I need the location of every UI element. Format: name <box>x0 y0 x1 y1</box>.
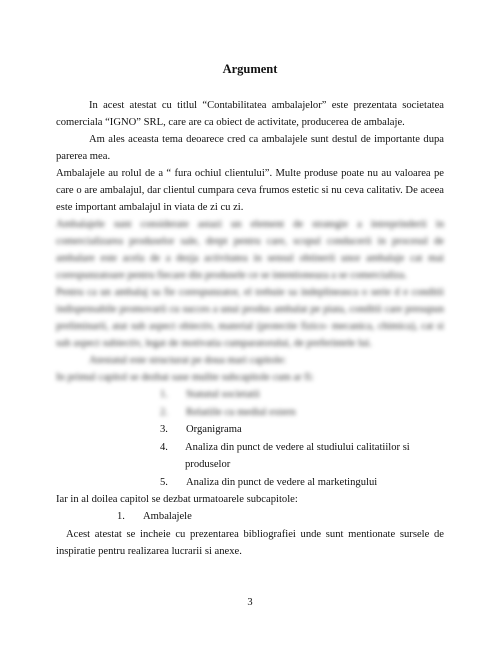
list-item: 2. Relatiile cu mediul extern <box>160 406 296 418</box>
first-chapter-list <box>56 386 444 491</box>
paragraph-blurred-conditions: Pentru ca un ambalaj sa fie corespunzator, el trebuie sa indeplineasca o serie d e conditii indispensabile promovarii cu succes a unui produs ambalat pe piata, conditii care presupun preliminarii, atat sub aspect obiectiv, material (protectie fizico- mecanica, chimica), cat si sub aspect subiectiv, legat de motivatia cumparatorului, de preferintele lui. <box>56 287 444 349</box>
paragraph-blurred-strategy: Ambalajele sunt considerate astazi un element de strategie a intreprinderii in comercializarea produselor sale, drept pentru care, scopul conducerii in procesul de ambalare este acela de a dezja activitatea in sensul obtinerii unor ambalaje cat mai corespunzatoare pentru fiecare din produsele ce se intentioneaza a se comercializa. <box>56 219 444 281</box>
list-item: 4. Analiza din punct de vedere al studiului calitatiilor si produselor <box>160 441 410 470</box>
paragraph-second-chapter: Iar in al doilea capitol se dezbat urmatoarele subcapitole: <box>56 494 298 505</box>
list-item: 1. Ambalajele <box>117 511 192 522</box>
paragraph-blurred-structure: Atestatul este structurat pe doua mari capitole: <box>89 355 287 366</box>
second-chapter-list <box>56 508 444 526</box>
list-item: 1. Statutul societatii <box>160 389 260 400</box>
list-item: 5. Analiza din punct de vedere al marketingului <box>160 476 378 488</box>
paragraph-intro: In acest atestat cu titlul “Contabilitatea ambalajelor” este prezentata societatea comerciala “IGNO” SRL, care are ca obiect de activitate, producerea de ambalaje. <box>56 100 444 128</box>
list-item: 3. Organigrama <box>160 424 242 435</box>
paragraph-reason: Am ales aceasta tema deoarece cred ca ambalajele sunt destul de importante dupa parerea mea. <box>56 134 444 162</box>
paragraph-blurred-first-chapter: In primul capitol se dezbat sase mulite subcapitole cum ar fi: <box>56 372 314 383</box>
page-title: Argument <box>222 62 278 76</box>
paragraph-packaging-role: Ambalajele au rolul de a “ fura ochiul clientului”. Multe produse poate nu au valoarea pe care o are ambalajul, dar clientul cumpara ceva frumos estetic si nu ceva calitativ. De aceea este important ambalajul in viata de zi cu zi. <box>56 168 444 213</box>
page-number: 3 <box>247 597 253 608</box>
paragraph-conclusion: Acest atestat se incheie cu prezentarea bibliografiei unde sunt mentionate sursele de inspiratie pentru realizarea lucrarii si anexe. <box>56 528 444 557</box>
